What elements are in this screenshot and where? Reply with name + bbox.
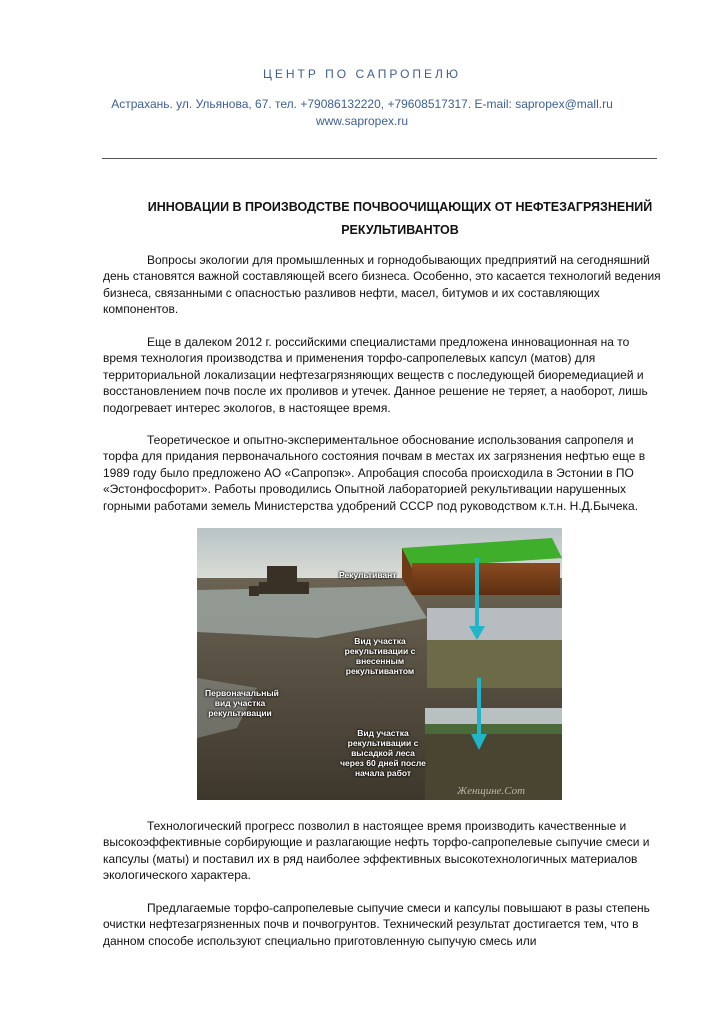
paragraph-3-text: Теоретическое и опытно-экспериментальное обоснование использования сапропеля и торфа для придания первоначального состояния почвам в местах их загрязнения нефтью еще в 1989 году было предложено АО «Сапропэк». Апробация способа происходила в Эстонии в ПО «Эстонфосфорит». Работы проводились Опытной лабораторией рекультивации нарушенных горными работами земель Министерства удобрений СССР под руководством к.т.н. Н.Д.Бычека. [103,433,646,513]
paragraph-4 [103,818,665,884]
recultivation-figure [197,528,562,800]
website-link[interactable]: www.sapropex.ru [315,114,409,128]
paragraph-1 [103,252,665,318]
contact-block [0,96,724,130]
paragraph-1-text: Вопросы экологии для промышленных и горнодобывающих предприятий на сегодняшний день становятся важной составляющей всего бизнеса. Особенно, это касается технологий ведения бизнеса, связанными с опасностью разливов нефти, масел, битумов и их составляющих компонентов. [103,253,661,317]
paragraph-3 [103,432,665,514]
paragraph-5 [103,900,665,949]
header-divider [102,158,657,159]
label-initial: Первоначальный вид участка рекультивации [205,688,279,718]
paragraph-2-text: Еще в далеком 2012 г. российскими специалистами предложена инновационная на то время технология производства и применения торфо-сапропелевых капсул (матов) для территориальной локализации нефтезагрязняющих веществ с последующей биоремедиацией и восстановлением почв после их проливов и утечек. Данное решение не теряет, а наоборот, лишь подогревает интерес экологов, в настоящее время. [103,335,648,415]
soil-cutaway [402,538,562,595]
paragraph-2 [103,334,665,416]
label-forest: Вид участка рекультивации с высадкой леса через 60 дней после начала работ [340,728,426,778]
page-title [120,196,680,242]
paragraph-5-text: Предлагаемые торфо-сапропелевые сыпучие смеси и капсулы повышают в разы степень очистки нефтезагрязненных почв и почвогрунтов. Технический результат достигается тем, что в данном способе используют специально приготовленную сыпучую смесь или [103,901,650,948]
paragraph-4-text: Технологический прогресс позволил в настоящее время производить качественные и высокоэффективные сорбирующие и разлагающие нефть торфо-сапропелевые сыпучие смеси и капсулы (маты) и поставил их в ряд наиболее эффективных высокотехнологичных материалов экологического характера. [103,819,650,883]
title-line-2: РЕКУЛЬТИВАНТОВ [341,223,459,237]
title-line-1: ИННОВАЦИИ В ПРОИЗВОДСТВЕ ПОЧВООЧИЩАЮЩИХ ОТ НЕФТЕЗАГРЯЗНЕНИЙ [147,200,653,214]
label-recultivant: Рекультивант [339,570,397,580]
label-applied: Вид участка рекультивации с внесенным рекультивантом [344,636,416,676]
watermark: Женщине.Com [457,785,526,797]
address-line: Астрахань. ул. Ульянова, 67. тел. +79086132220, +79608517317. E-mail: sapropex@mall.ru [111,97,613,111]
org-name: ЦЕНТР ПО САПРОПЕЛЮ [262,67,462,81]
